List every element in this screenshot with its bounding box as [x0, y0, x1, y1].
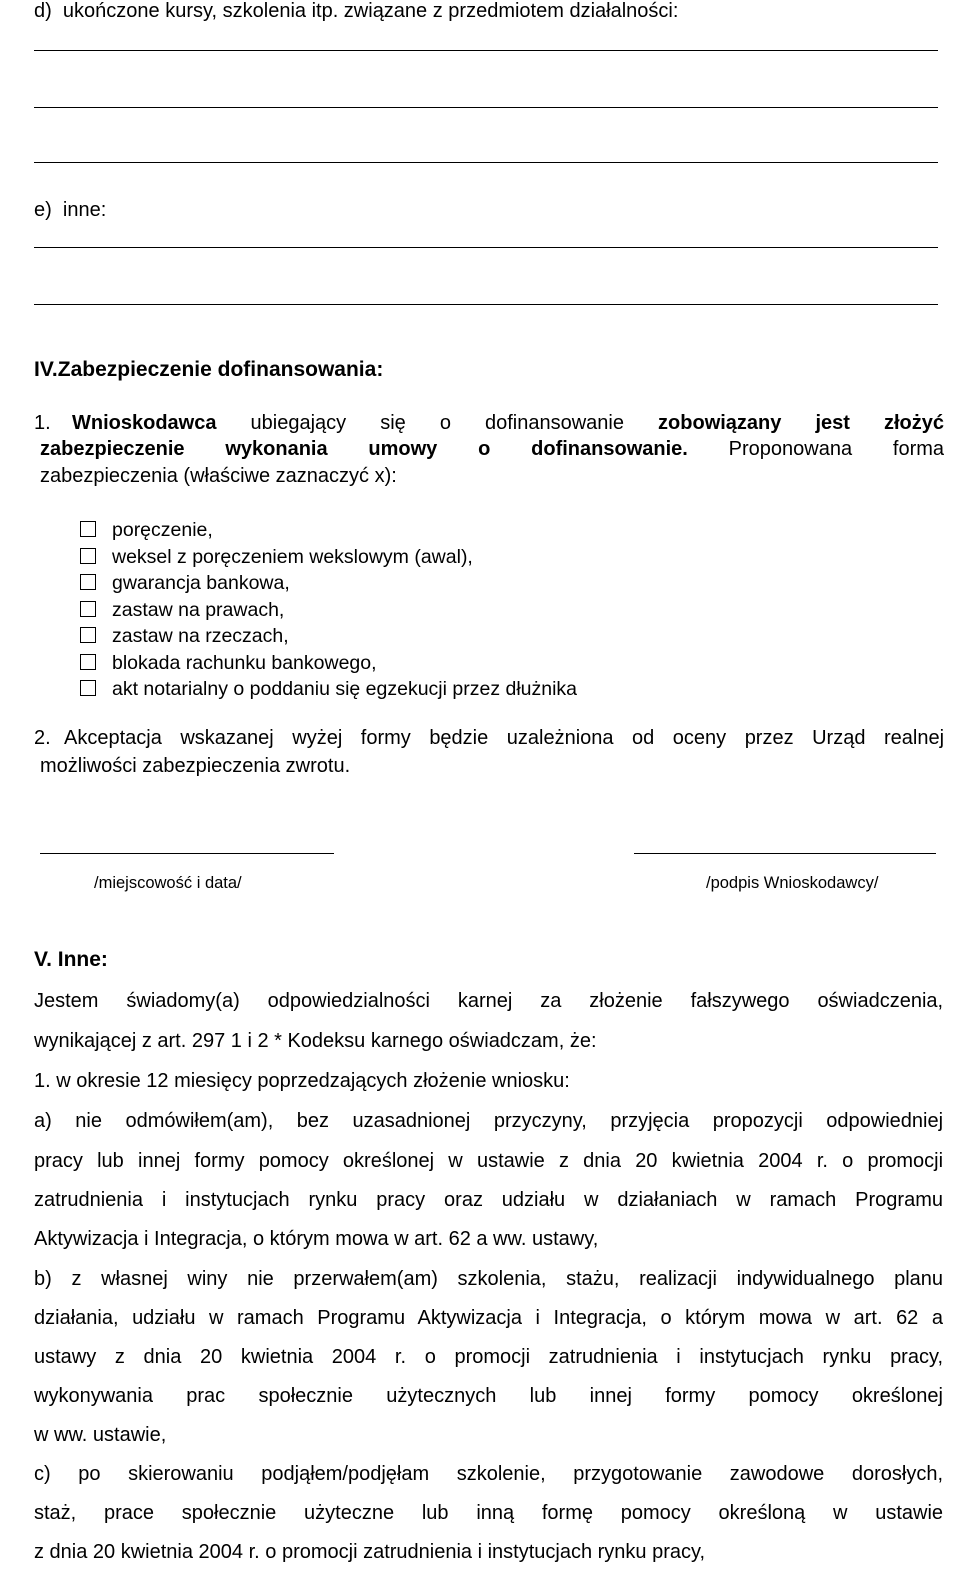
section-v-word: przygotowanie — [573, 1463, 703, 1485]
checkbox-icon[interactable] — [80, 680, 96, 696]
section-v-word: określonej — [342, 1150, 435, 1172]
section-v-word: dnia — [143, 1346, 182, 1368]
section-v-word: instytucjach — [699, 1346, 804, 1368]
section-v-word: działania, — [34, 1307, 119, 1329]
p1-word: dofinansowanie. — [531, 438, 688, 460]
section-v-word: nie — [247, 1268, 274, 1290]
security-option — [80, 519, 213, 542]
section-v-word: odmówiłem(am), — [125, 1110, 274, 1132]
p2-word: od — [632, 727, 655, 749]
section-v-word: za — [540, 990, 562, 1012]
p1-word: umowy — [368, 438, 438, 460]
p2-word: uzależniona — [506, 727, 614, 749]
section-v-word: ustawie — [476, 1150, 545, 1172]
section-v-word: lub — [529, 1385, 557, 1407]
section-v-heading: V. Inne: — [34, 948, 108, 971]
section-v-word: planu — [894, 1268, 944, 1290]
section-v-word: z — [114, 1346, 125, 1368]
section-v-line — [34, 1502, 943, 1525]
section-v-word: innej — [589, 1385, 632, 1407]
section-v-word: Integracja, — [553, 1307, 647, 1329]
section-v-word: odpowiedzialności — [267, 990, 430, 1012]
section-v-word: 20 — [635, 1150, 658, 1172]
section-v-word: winy — [187, 1268, 228, 1290]
section-v-word: kwietnia — [240, 1346, 314, 1368]
security-option-label: gwarancja bankowa, — [112, 572, 290, 594]
section-v-line — [34, 1463, 943, 1486]
security-option-label: blokada rachunku bankowego, — [112, 651, 377, 674]
section-v-word: nie — [75, 1110, 102, 1132]
section-v-word: w — [833, 1502, 848, 1524]
checkbox-icon[interactable] — [80, 574, 96, 590]
p2-num: 2. — [34, 727, 51, 749]
section-v-word: promocji — [867, 1150, 944, 1172]
p2-word: wskazanej — [180, 727, 274, 749]
section-v-word: r. — [816, 1150, 828, 1172]
security-option-label: zastaw na rzeczach, — [112, 625, 289, 647]
checkbox-icon[interactable] — [80, 521, 96, 537]
section-v-word: karnej — [457, 990, 513, 1012]
section-v-word: działaniach — [617, 1189, 718, 1211]
security-option-label: akt notarialny o poddaniu się egzekucji przez dłużnika — [112, 678, 578, 700]
section-v-word: 62 — [896, 1307, 919, 1329]
section-v-word: w — [209, 1307, 224, 1329]
section-v-word: a — [931, 1307, 943, 1329]
p2-word: realnej — [883, 727, 945, 749]
p1-line-1 — [72, 412, 944, 435]
section-v-word: fałszywego — [690, 990, 790, 1012]
blank-line[interactable] — [34, 162, 938, 163]
section-v-word: propozycji — [712, 1110, 803, 1132]
section-e — [34, 199, 106, 222]
section-v-line: 1. w okresie 12 miesięcy poprzedzających złożenie wniosku: — [34, 1070, 570, 1092]
section-v-word: o — [660, 1307, 672, 1329]
section-v-line — [34, 1346, 943, 1369]
p1-word: dofinansowanie — [485, 412, 624, 434]
section-v-word: lub — [97, 1150, 124, 1172]
p1-line-2 — [40, 438, 944, 461]
section-v-line: Aktywizacja i Integracja, o którym mowa w art. 62 a ww. ustawy, — [34, 1228, 599, 1250]
p1-word: ubiegający — [250, 412, 347, 434]
section-v-word: szkolenie, — [456, 1463, 546, 1485]
signature-line[interactable] — [634, 853, 936, 854]
section-v-word: kwietnia — [671, 1150, 744, 1172]
section-v-word: rynku — [822, 1346, 872, 1368]
p1-line-3: zabezpieczenia (właściwe zaznaczyć x): — [40, 465, 397, 487]
section-v-word: stażu, — [566, 1268, 620, 1290]
section-v-word: prace — [104, 1502, 155, 1524]
section-v-word: formy — [194, 1150, 245, 1172]
section-v-word: prac — [186, 1385, 226, 1407]
section-d-text: ukończone kursy, szkolenia itp. związane z przedmiotem działalności: — [62, 0, 679, 22]
security-options-list — [80, 519, 680, 699]
checkbox-icon[interactable] — [80, 654, 96, 670]
place-date-label: /miejscowość i data/ — [94, 874, 242, 892]
section-v-word: ramach — [237, 1307, 304, 1329]
section-v-word: ustawie — [875, 1502, 944, 1524]
section-v-word: społecznie — [181, 1502, 277, 1524]
section-v-line — [34, 990, 943, 1013]
section-v-word: 2004 — [758, 1150, 803, 1172]
p2-word: Urząd — [812, 727, 866, 749]
section-v-word: w — [448, 1150, 463, 1172]
section-v-word: z — [71, 1268, 82, 1290]
section-v-word: zatrudnienia — [548, 1346, 658, 1368]
section-v-word: staż, — [34, 1502, 77, 1524]
section-v-word: użytecznych — [386, 1385, 497, 1407]
section-v-word: o — [424, 1346, 436, 1368]
section-v-word: po — [78, 1463, 101, 1485]
p1-word: się — [380, 412, 406, 434]
section-v-word: pomocy — [258, 1150, 329, 1172]
section-v-word: odpowiedniej — [826, 1110, 944, 1132]
p1-word: Proponowana — [728, 438, 853, 460]
section-v-word: lub — [421, 1502, 449, 1524]
security-option — [80, 678, 577, 701]
security-option — [80, 572, 290, 595]
p2-word: wyżej — [292, 727, 343, 749]
section-v-word: pomocy — [620, 1502, 691, 1524]
section-v-word: indywidualnego — [736, 1268, 875, 1290]
security-option-label: zastaw na prawach, — [112, 598, 285, 621]
section-v-word: pracy — [376, 1189, 426, 1211]
section-v-word: w — [825, 1307, 841, 1329]
p1-word: o — [439, 412, 451, 434]
section-v-word: r. — [394, 1346, 407, 1368]
section-v-word: b) — [34, 1268, 52, 1290]
section-v-line — [34, 1150, 943, 1173]
blank-line[interactable] — [34, 247, 938, 248]
section-v-word: wykonywania — [34, 1385, 153, 1407]
p2-line-1 — [64, 727, 944, 750]
section-v-word: art. — [853, 1307, 883, 1329]
security-option — [80, 625, 289, 648]
blank-line[interactable] — [34, 107, 938, 108]
section-v-word: dorosłych, — [851, 1463, 944, 1485]
section-v-line: wynikającej z art. 297 1 i 2 * Kodeksu karnego oświadczam, że: — [34, 1030, 597, 1052]
signature-label: /podpis Wnioskodawcy/ — [706, 874, 879, 892]
security-option — [80, 546, 473, 569]
section-iv-heading: IV.Zabezpieczenie dofinansowania: — [34, 358, 384, 381]
section-v-word: rynku — [308, 1189, 358, 1211]
section-v-line — [34, 1385, 943, 1408]
section-v-word: 20 — [199, 1346, 223, 1368]
place-date-line[interactable] — [40, 853, 334, 854]
p1-word: wykonania — [225, 438, 328, 460]
section-v-line — [34, 1110, 943, 1133]
checkbox-icon[interactable] — [80, 627, 96, 643]
section-v-word: przerwałem(am) — [293, 1268, 438, 1290]
section-v-word: z — [558, 1150, 569, 1172]
section-v-word: ramach — [769, 1189, 837, 1211]
section-v-word: formę — [541, 1502, 593, 1524]
section-v-word: pracy — [34, 1150, 83, 1172]
section-v-word: c) — [34, 1463, 51, 1485]
section-v-word: zatrudnienia — [34, 1189, 143, 1211]
blank-line[interactable] — [34, 50, 938, 51]
section-e-label: e) — [34, 199, 52, 221]
section-v-word: Programu — [855, 1189, 943, 1211]
section-v-word: udziału — [132, 1307, 196, 1329]
section-v-word: przyjęcia — [610, 1110, 690, 1132]
section-v-word: użyteczne — [304, 1502, 395, 1524]
section-v-word: o — [842, 1150, 854, 1172]
p1-word: zobowiązany — [658, 412, 782, 434]
section-v-word: społecznie — [258, 1385, 353, 1407]
section-v-word: bez — [296, 1110, 330, 1132]
section-v-word: Programu — [317, 1307, 406, 1329]
p2-word: oceny — [672, 727, 727, 749]
section-v-line: w ww. ustawie, — [34, 1424, 167, 1446]
section-v-line — [34, 1307, 943, 1330]
p2-word: przez — [744, 727, 794, 749]
section-v-word: i — [535, 1307, 540, 1329]
security-option — [80, 599, 284, 622]
section-v-word: mowa — [758, 1307, 813, 1329]
section-v-word: oraz — [444, 1189, 483, 1211]
section-v-word: pomocy — [748, 1385, 819, 1407]
checkbox-icon[interactable] — [80, 548, 96, 564]
section-v-line — [34, 1189, 943, 1212]
blank-line[interactable] — [34, 304, 938, 305]
p1-word: jest — [815, 412, 850, 434]
p1-num: 1. — [34, 412, 51, 434]
section-d — [34, 0, 678, 23]
security-option — [80, 652, 377, 675]
section-v-word: dnia — [583, 1150, 621, 1172]
section-v-word: szkolenia, — [457, 1268, 547, 1290]
p2-word: Akceptacja — [64, 727, 162, 749]
p2-word: będzie — [429, 727, 489, 749]
p1-word: Wnioskodawca — [72, 412, 217, 434]
section-v-line — [34, 1268, 943, 1291]
p2-word: formy — [360, 727, 411, 749]
section-v-word: i — [161, 1189, 167, 1211]
section-v-word: Jestem — [34, 990, 99, 1012]
section-v-word: Aktywizacja — [417, 1307, 522, 1329]
section-v-word: formy — [665, 1385, 716, 1407]
section-v-word: w — [736, 1189, 751, 1211]
section-v-word: realizacji — [639, 1268, 717, 1290]
section-d-label: d) — [34, 0, 52, 22]
p2-line-2: możliwości zabezpieczenia zwrotu. — [40, 755, 351, 777]
section-v-word: zawodowe — [729, 1463, 825, 1485]
section-v-word: określoną — [718, 1502, 806, 1524]
p1-word: forma — [892, 438, 945, 460]
p1-word: o — [478, 438, 491, 460]
section-e-text: inne: — [62, 199, 107, 221]
section-v-word: oświadczenia, — [817, 990, 944, 1012]
section-v-word: innej — [138, 1150, 181, 1172]
section-v-word: i — [676, 1346, 681, 1368]
p1-word: złożyć — [883, 412, 944, 434]
section-v-word: 2004 — [331, 1346, 377, 1368]
security-option-label: weksel z poręczeniem wekslowym (awal), — [112, 545, 473, 568]
section-v-word: skierowaniu — [128, 1463, 234, 1485]
section-v-word: w — [584, 1189, 599, 1211]
checkbox-icon[interactable] — [80, 601, 96, 617]
section-v-word: promocji — [454, 1346, 531, 1368]
section-v-word: którym — [685, 1307, 746, 1329]
section-v-word: uzasadnionej — [352, 1110, 471, 1132]
section-v-word: ustawy — [34, 1346, 97, 1368]
section-v-word: pracy, — [890, 1346, 944, 1368]
section-v-word: a) — [34, 1110, 52, 1132]
section-v-word: podjąłem/podjęłam — [261, 1463, 430, 1485]
section-v-word: określonej — [851, 1385, 943, 1407]
section-v-word: przyczyny, — [493, 1110, 587, 1132]
section-v-word: inną — [476, 1502, 515, 1524]
section-v-word: świadomy(a) — [126, 990, 240, 1012]
security-option-label: poręczenie, — [112, 519, 213, 541]
section-v-line: z dnia 20 kwietnia 2004 r. o promocji zatrudnienia i instytucjach rynku pracy, — [34, 1541, 706, 1563]
section-v-word: instytucjach — [185, 1189, 290, 1211]
section-v-word: złożenie — [589, 990, 663, 1012]
section-v-word: udziału — [501, 1189, 566, 1211]
p1-word: zabezpieczenie — [40, 438, 185, 460]
section-v-word: własnej — [101, 1268, 168, 1290]
